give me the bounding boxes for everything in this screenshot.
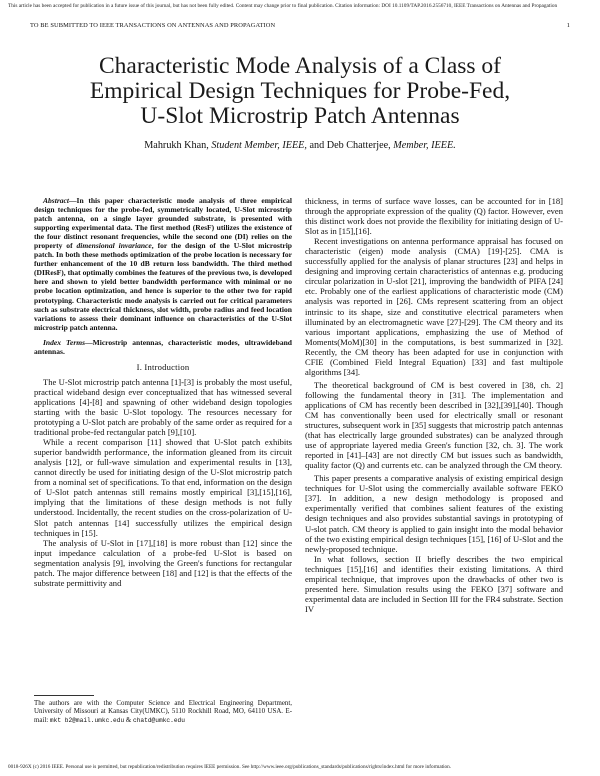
email-link-1[interactable]: mkt b2@mail.umkc.edu	[49, 716, 125, 724]
author-1-name: Mahrukh Khan,	[144, 140, 209, 151]
running-head	[30, 22, 570, 29]
email-link-2[interactable]: chatd@umkc.edu	[132, 716, 185, 724]
page-number: 1	[566, 22, 570, 29]
footnote-text: The authors are with the Computer Science and Electrical Engineering Department, University of Missouri at Kansas City(UMKC), 5110 Rockhill Road, MO, 64110 USA. E-mail:	[34, 700, 292, 724]
section-heading-introduction: I. Introduction	[136, 361, 190, 372]
author-line	[40, 140, 560, 151]
abstract-label: Abstract	[43, 196, 69, 205]
right-paragraph-5: In what follows, section II briefly describes the two empirical techniques [15],[16] and identifies their existing limitations. A third empirical technique, that improves upon the drawbacks of other two is presented here. Simulation results using the FEKO [37] software and experimental data are included in Section III for the FR4 substrate. Section IV	[305, 553, 563, 614]
abstract	[34, 196, 292, 332]
footnote-and: &	[124, 716, 133, 724]
author-1-role: Student Member, IEEE,	[211, 140, 307, 151]
title-line-1: Characteristic Mode Analysis of a Class of	[98, 53, 502, 79]
right-paragraph-2: Recent investigations on antenna performance appraisal has focused on characteristic (eigen) mode analysis (CMA) [19]-[25]. CMA is successfully applied for the analysis of planar structures [23] and helps in designing and improving certain characteristics of antennas e.g. producing circular polarization in U-slot [21], improving the bandwidth of PIFA [24] etc. Probably one of the earliest applications of characteristic mode (CM) analysis was reported in [26]. CMs represent scattering from an object intrinsic to its shape, size and constitutive electrical parameters when illuminated by an electromagnetic wave [27]-[29]. The CM theory and its various important applications, emphasizing the use of Method of Moments(MoM)[30] in the computations, is best summarized in [32]. Recently, the CM theory has been adapted for use in conjunction with CFIE (Combined Field Integral Equation) [33] and fast multipole algorithms [34].	[305, 236, 563, 377]
affiliation-footnote	[34, 695, 292, 725]
intro-paragraph-2: While a recent comparison [11] showed that U-Slot patch exhibits superior bandwidth performance, the information gleaned from its circuit analysis [12], or full-wave simulation and experimental results in [13], cannot directly be used for initiating design of the U-Slot microstrip patch from a nominal set of specifications. To that end, information on the design of U-Slot patch antennas still remains mostly empirical [3],[15],[16], implying that the limitations of these design methods is not fully understood. Incidentally, the recent studies on the cross-polarization of U-Slot patch antennas [14] successfully utilizes the empirical design techniques in [15].	[34, 437, 292, 538]
author-connector: and Deb Chatterjee,	[309, 140, 391, 151]
abstract-text-a: —In this paper characteristic mode analysis of three empirical design techniques for the probe-fed, symmetrically located, U-Slot microstrip patch antenna, on a single layer grounded substrate, is presented with supporting experimental data. The first method (ResF) utilizes the existence of the four distinct resonant frequencies, while the second one (DI) relies on the property of	[34, 196, 292, 251]
right-paragraph-1: thickness, in terms of surface wave losses, can be accounted for in [18] through the appropriate expression of the quality (Q) factor. However, even this distinct work does not provide the flexibility for initiating design of U-Slot as in [15],[16].	[305, 196, 563, 237]
journal-running-title: TO BE SUBMITTED TO IEEE TRANSACTIONS ON ANTENNAS AND PROPAGATION	[30, 22, 276, 29]
footnote-rule	[34, 695, 94, 696]
title-line-2: Empirical Design Techniques for Probe-Fed,	[89, 78, 511, 104]
abstract-emphasis: dimensional invariance	[76, 241, 152, 251]
right-column	[305, 196, 563, 614]
right-paragraph-3: The theoretical background of CM is best covered in [38, ch. 2] following the fundamental theory in [31]. The implementation and applications of CM has recently been described in [32],[39],[40]. Though CM has conventionally been used for electrically small or resonant structures, subsequent work in [35] suggests that microstrip patch antennas (that has electrically large grounded substrates) can be analyzed through use of appropriate layered media Green's function [32, ch. 3]. The work reported in [41]–[43] are not directly CM but issues such as bandwidth, quality factor (Q) and currents etc. can be analyzed through the CM theory.	[305, 379, 563, 471]
index-terms-text: —Microstrip antennas, characteristic modes, ultrawideband antennas.	[34, 337, 292, 356]
author-2-role: Member, IEEE.	[393, 140, 456, 151]
title-line-3: U-Slot Microstrip Patch Antennas	[140, 103, 460, 129]
left-column	[34, 196, 292, 588]
right-paragraph-4: This paper presents a comparative analysis of existing empirical design techniques for U-Slot using the commercially available software FEKO [37]. In addition, a new design methodology is proposed and experimentally verified that combines salient features of the existing design techniques and also provides substantial savings in prototyping of U-slot patch. CM theory is applied to gain insight into the modal behavior of the two existing empirical design techniques [15], [16] of U-Slot and the newly-proposed technique.	[305, 473, 563, 554]
index-terms-label: Index Terms	[43, 337, 86, 347]
abstract-text-b: , for the design of the U-Slot microstrip patch. In both these methods optimization of the probe location is necessary for further enhancement of the 10 dB return loss bandwidth. The third method (DIResF), that optimally combines the features of the previous two, is developed here and shown to yield better bandwidth performance with minimal or no probe location optimization, and hence is superior to the other two for rapid prototyping. Characteristic mode analysis is carried out for critical parameters such as substrate electrical thickness, slot width, probe radius and feed location variations to assess their dominant influence on characteristics of the U-Slot microstrip patch antenna.	[34, 241, 292, 332]
index-terms	[34, 338, 292, 356]
intro-paragraph-1: The U-Slot microstrip patch antenna [1]-[3] is probably the most useful, practical wideband design ever conceptualized that has witnessed several applications [4]-[8] and spawning of other wideband design topologies starting with the basic U-Slot topology. The resources necessary for prototyping a U-Slot patch are probably of the same order as required for a traditional probe-fed rectangular patch [9],[10].	[34, 376, 292, 438]
publication-notice: This article has been accepted for publication in a future issue of this journal, but has not been fully edited. Content may change prior to final publication. Citation information: DOI 10.1109/TAP.2016.2556710, IEEE Transactions on Antennas and Propagation	[8, 3, 558, 9]
copyright-line: 0018-926X (c) 2016 IEEE. Personal use is permitted, but republication/redistribution requires IEEE permission. See http://www.ieee.org/publications_standards/publications/rights/index.html for more information.	[8, 764, 452, 770]
intro-paragraph-3: The analysis of U-Slot in [17],[18] is more robust than [12] since the input impedance calculation of a probe-fed U-Slot is based on segmentation analysis [9], involving the Green's functions for rectangular patch. The major difference between [18] and [12] is that the effects of the substrate permittivity and	[34, 537, 292, 588]
paper-title	[40, 54, 560, 129]
